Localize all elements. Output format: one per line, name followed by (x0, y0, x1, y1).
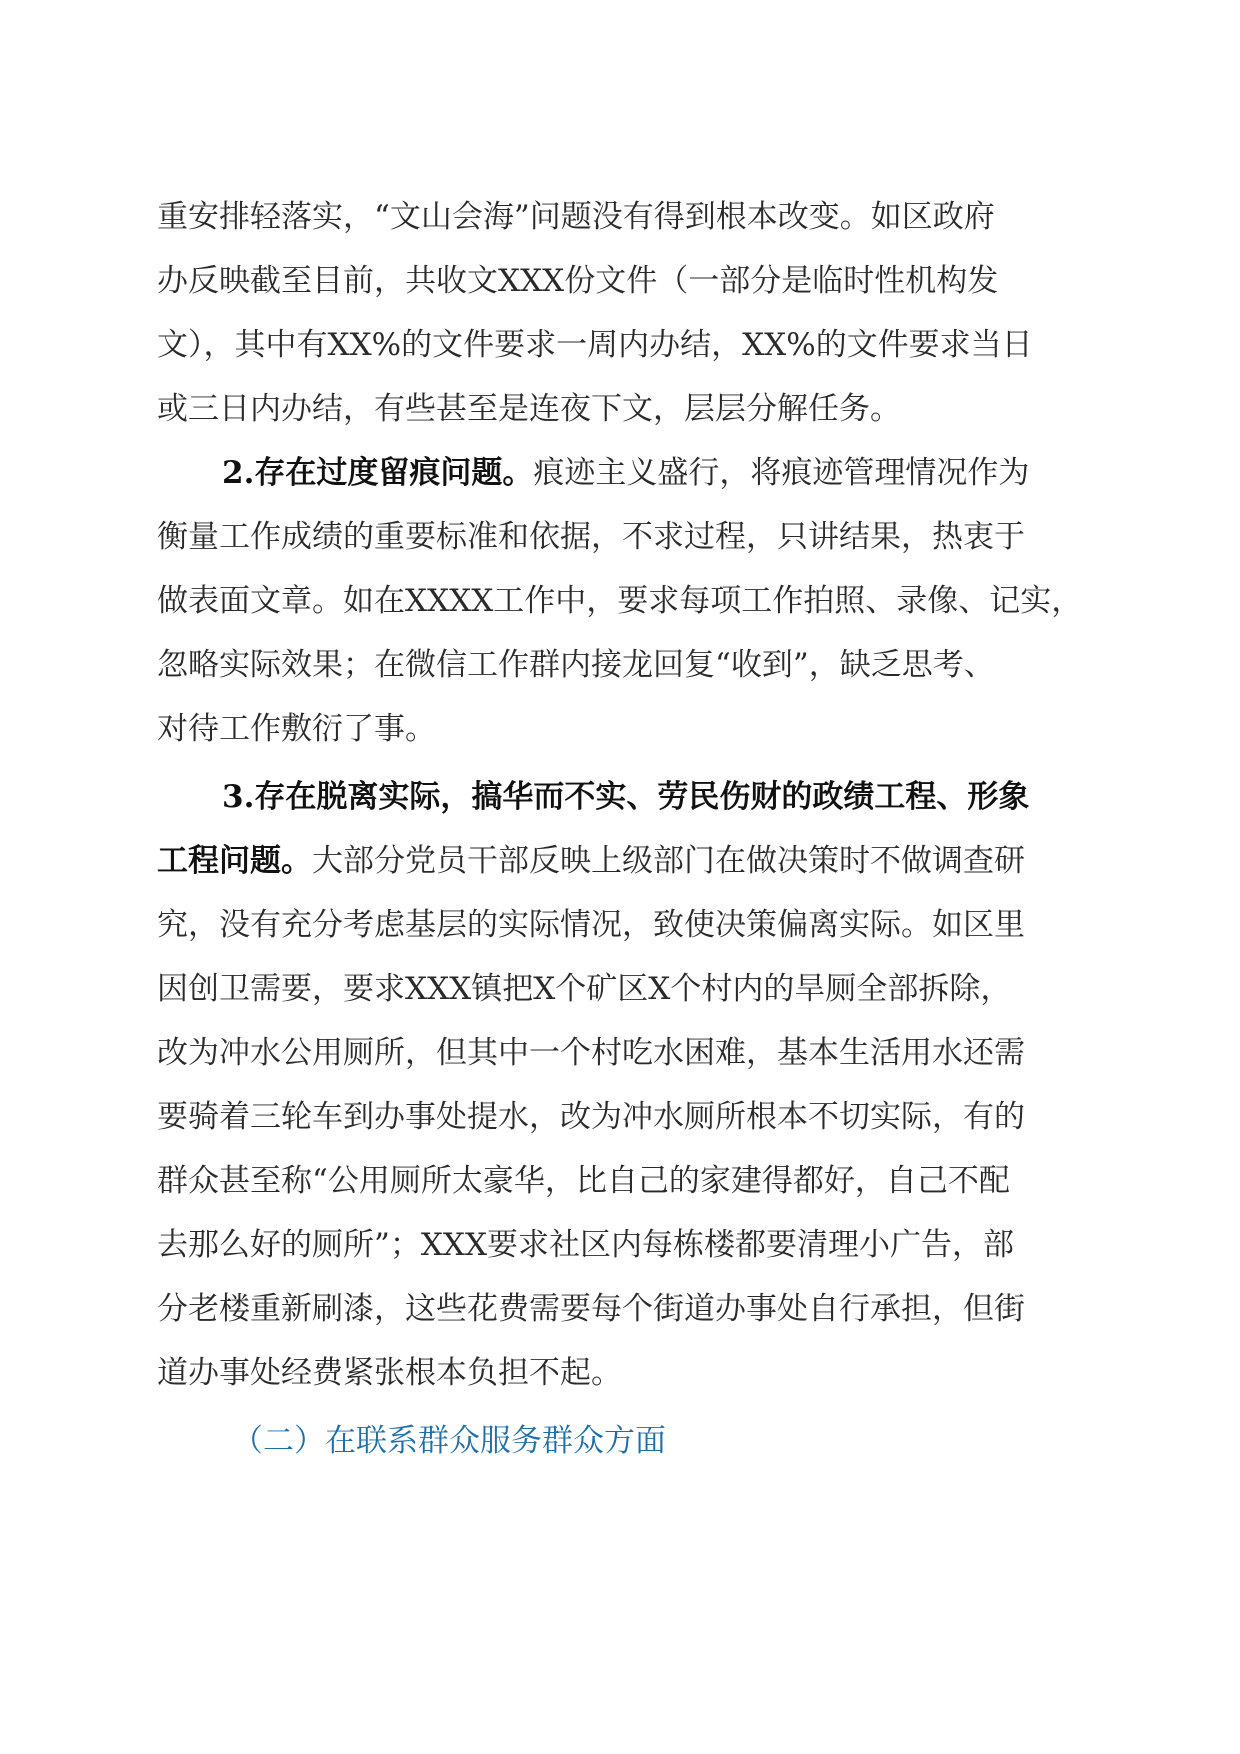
paragraph-2-line-2: 衡量工作成绩的重要标准和依据，不求过程，只讲结果，热衷于 (157, 519, 1025, 555)
paragraph-3-line-2 (157, 841, 1025, 881)
paragraph-3-line-4: 因创卫需要，要求XXX镇把X个矿区X个村内的旱厕全部拆除， (157, 971, 1012, 1007)
paragraph-3-line-3: 究，没有充分考虑基层的实际情况，致使决策偏离实际。如区里 (157, 907, 1025, 943)
paragraph-3-heading-line-1: 3.存在脱离实际，搞华而不实、劳民伤财的政绩工程、形象 (222, 779, 1030, 815)
paragraph-2-line-1 (222, 453, 1029, 493)
paragraph-1-line-2: 办反映截至目前，共收文XXX份文件（一部分是临时性机构发 (157, 263, 999, 299)
paragraph-2-heading: 2.存在过度留痕问题。 (222, 455, 534, 491)
paragraph-2-line-4: 忽略实际效果；在微信工作群内接龙回复“收到”，缺乏思考、 (157, 647, 995, 683)
paragraph-2-line-5: 对待工作敷衍了事。 (157, 711, 436, 747)
paragraph-1-line-1: 重安排轻落实，“文山会海”问题没有得到根本改变。如区政府 (157, 199, 995, 235)
paragraph-2-line-1-text: 痕迹主义盛行，将痕迹管理情况作为 (533, 455, 1030, 491)
paragraph-3-line-10: 道办事处经费紧张根本负担不起。 (157, 1355, 622, 1391)
paragraph-3-line-6: 要骑着三轮车到办事处提水，改为冲水厕所根本不切实际，有的 (157, 1099, 1025, 1135)
paragraph-2-line-3: 做表面文章。如在XXXX工作中，要求每项工作拍照、录像、记实， (157, 583, 1083, 619)
paragraph-3-heading-line-2: 工程问题。 (157, 843, 312, 879)
paragraph-1-line-3: 文），其中有XX%的文件要求一周内办结，XX%的文件要求当日 (157, 327, 1033, 363)
paragraph-3-line-8: 去那么好的厕所”；XXX要求社区内每栋楼都要清理小广告，部 (157, 1227, 1015, 1263)
section-heading: （二）在联系群众服务群众方面 (232, 1423, 666, 1459)
paragraph-3-line-5: 改为冲水公用厕所，但其中一个村吃水困难，基本生活用水还需 (157, 1035, 1025, 1071)
paragraph-3-line-9: 分老楼重新刷漆，这些花费需要每个街道办事处自行承担，但街 (157, 1291, 1025, 1327)
paragraph-3-line-7: 群众甚至称“公用厕所太豪华，比自己的家建得都好，自己不配 (157, 1163, 1010, 1199)
paragraph-3-line-2-text: 大部分党员干部反映上级部门在做决策时不做调查研 (312, 843, 1025, 879)
paragraph-1-line-4: 或三日内办结，有些甚至是连夜下文，层层分解任务。 (157, 391, 901, 427)
